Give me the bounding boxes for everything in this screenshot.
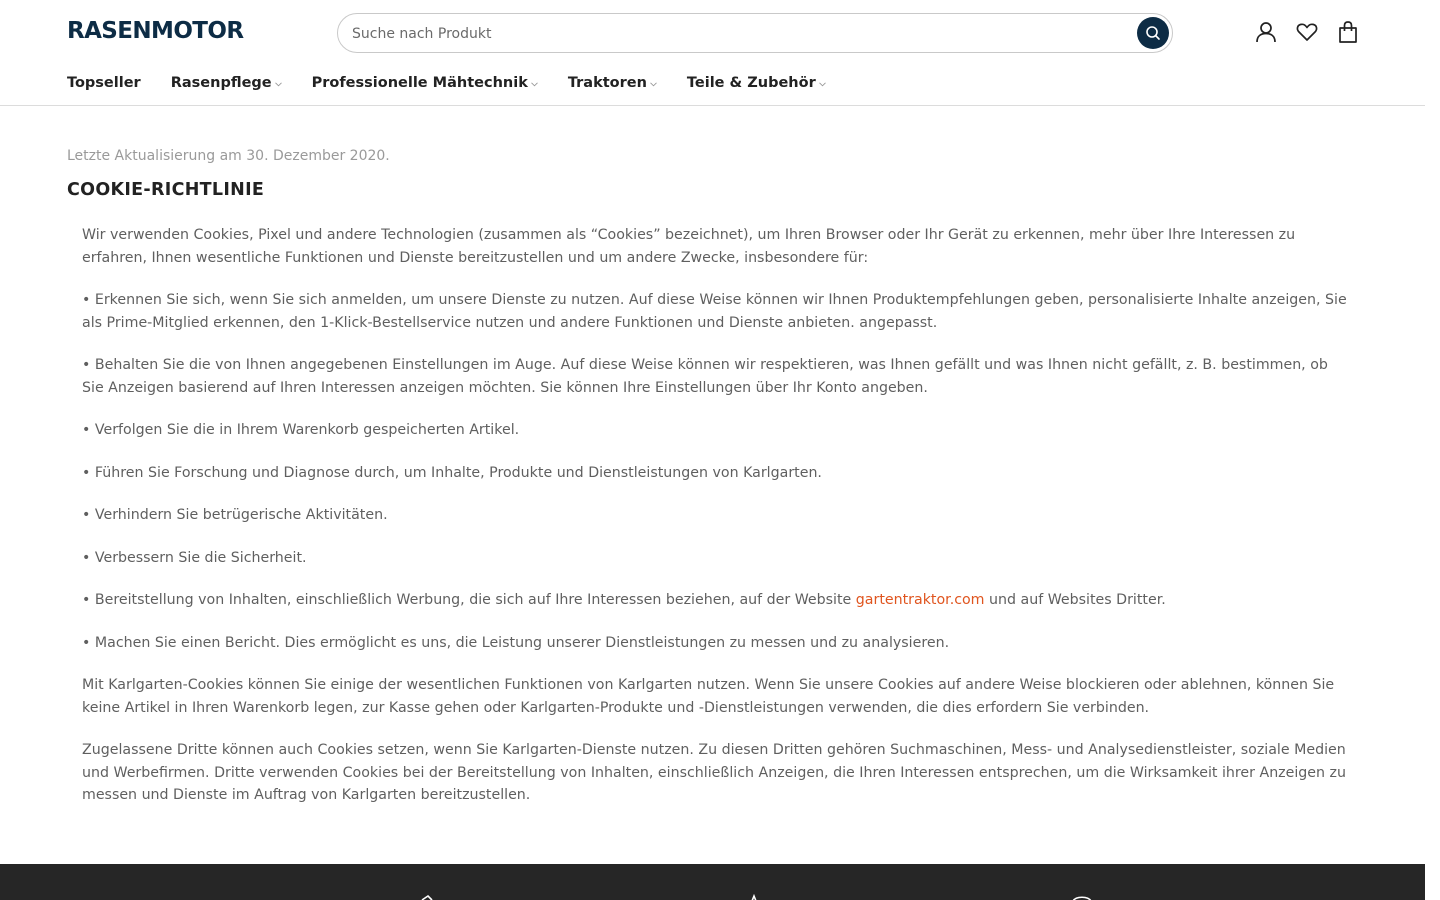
last-updated-text: Letzte Aktualisierung am 30. Dezember 2020.	[67, 148, 390, 164]
policy-bullet	[82, 589, 1347, 612]
search-bar	[337, 13, 1173, 53]
bullet-text: • Bereitstellung von Inhalten, einschließlich Werbung, die sich auf Ihre Interessen beziehen, auf der Website	[82, 592, 856, 608]
policy-bullet: • Verfolgen Sie die in Ihrem Warenkorb gespeicherten Artikel.	[82, 422, 520, 438]
header-actions	[1254, 20, 1360, 44]
nav-item-teile-zubehoer[interactable]	[687, 75, 826, 91]
account-button[interactable]	[1254, 20, 1278, 44]
site-footer	[0, 864, 1425, 900]
policy-bullet: • Behalten Sie die von Ihnen angegebenen Einstellungen im Auge. Auf diese Weise können wir respektieren, was Ihnen gefällt und was Ihnen nicht gefällt, z. B. bestimmen, ob Sie Anzeigen basierend auf Ihren Interessen anzeigen möchten. Sie können Ihre Einstellungen über Ihr Konto angeben.	[82, 357, 1328, 396]
nav-item-label: Teile & Zubehör	[686, 75, 816, 91]
chevron-down-icon	[819, 82, 826, 87]
nav-item-label: Topseller	[67, 75, 141, 91]
search-icon	[1145, 25, 1161, 41]
search-input[interactable]	[352, 23, 1112, 45]
page-title: COOKIE-RICHTLINIE	[67, 180, 265, 200]
policy-paragraph: Mit Karlgarten-Cookies können Sie einige der wesentlichen Funktionen von Karlgarten nutzen. Wenn Sie unsere Cookies auf andere Weise blockieren oder ablehnen, können Sie keine Artikel in Ihren Warenkorb legen, zur Kasse gehen oder Karlgarten-Produkte und -Dienstleistungen verwenden, die dies erfordern Sie verbinden.	[82, 677, 1335, 716]
policy-bullet: • Verhindern Sie betrügerische Aktivitäten.	[82, 507, 388, 523]
footer-icon	[1070, 894, 1094, 900]
nav-item-maehtechnik[interactable]	[312, 75, 538, 91]
chevron-down-icon	[650, 82, 657, 87]
policy-bullet: • Erkennen Sie sich, wenn Sie sich anmelden, um unsere Dienste zu nutzen. Auf diese Weise können wir Ihnen Produktempfehlungen geben, personalisierte Inhalte anzeigen, Sie als Prime-Mitglied erkennen, den 1-Klick-Bestellservice nutzen und andere Funktionen und Dienste anbieten. angepasst.	[82, 292, 1347, 331]
website-link[interactable]: gartentraktor.com	[855, 592, 985, 608]
policy-bullet: • Führen Sie Forschung und Diagnose durch, um Inhalte, Produkte und Dienstleistungen von Karlgarten.	[82, 464, 822, 481]
site-header	[0, 0, 1425, 106]
wishlist-heart-icon	[1295, 20, 1319, 44]
policy-bullet: • Machen Sie einen Bericht. Dies ermöglicht es uns, die Leistung unserer Dienstleistungen zu messen und zu analysieren.	[82, 634, 950, 651]
main-navigation	[67, 75, 856, 91]
policy-intro: Wir verwenden Cookies, Pixel und andere Technologien (zusammen als “Cookies” bezeichnet), um Ihren Browser oder Ihr Gerät zu erkennen, mehr über Ihre Interessen zu erfahren, Ihnen wesentliche Funktionen und Dienste bereitzustellen und um andere Zwecke, insbesondere für:	[82, 227, 1296, 266]
nav-item-rasenpflege[interactable]	[171, 75, 282, 91]
account-icon	[1254, 20, 1278, 44]
policy-paragraph: Zugelassene Dritte können auch Cookies setzen, wenn Sie Karlgarten-Dienste nutzen. Zu diesen Dritten gehören Suchmaschinen, Mess- und Analysedienstleister, soziale Medien und Werbefirmen. Dritte verwenden Cookies bei der Bereitstellung von Inhalten, einschließlich Anzeigen, die Ihren Interessen entsprechen, um die Wirksamkeit ihrer Anzeigen zu messen und Dienste im Auftrag von Karlgarten bereitzustellen.	[82, 742, 1346, 803]
cart-button[interactable]	[1336, 20, 1360, 44]
bullet-text: und auf Websites Dritter.	[984, 592, 1166, 608]
site-logo[interactable]: RASENMOTOR	[67, 18, 244, 44]
nav-item-label: Traktoren	[567, 75, 647, 91]
nav-item-topseller[interactable]	[67, 75, 141, 91]
footer-icon	[742, 894, 766, 900]
nav-item-label: Rasenpflege	[170, 75, 272, 91]
chevron-down-icon	[531, 82, 538, 87]
search-button[interactable]	[1137, 17, 1169, 49]
chevron-down-icon	[275, 82, 282, 87]
nav-item-label: Professionelle Mähtechnik	[311, 75, 528, 91]
shopping-bag-icon	[1336, 20, 1360, 44]
policy-bullet: • Verbessern Sie die Sicherheit.	[82, 549, 307, 566]
nav-item-traktoren[interactable]	[568, 75, 657, 91]
wishlist-button[interactable]	[1295, 20, 1319, 44]
policy-body	[82, 224, 1347, 827]
footer-icon	[418, 894, 442, 900]
